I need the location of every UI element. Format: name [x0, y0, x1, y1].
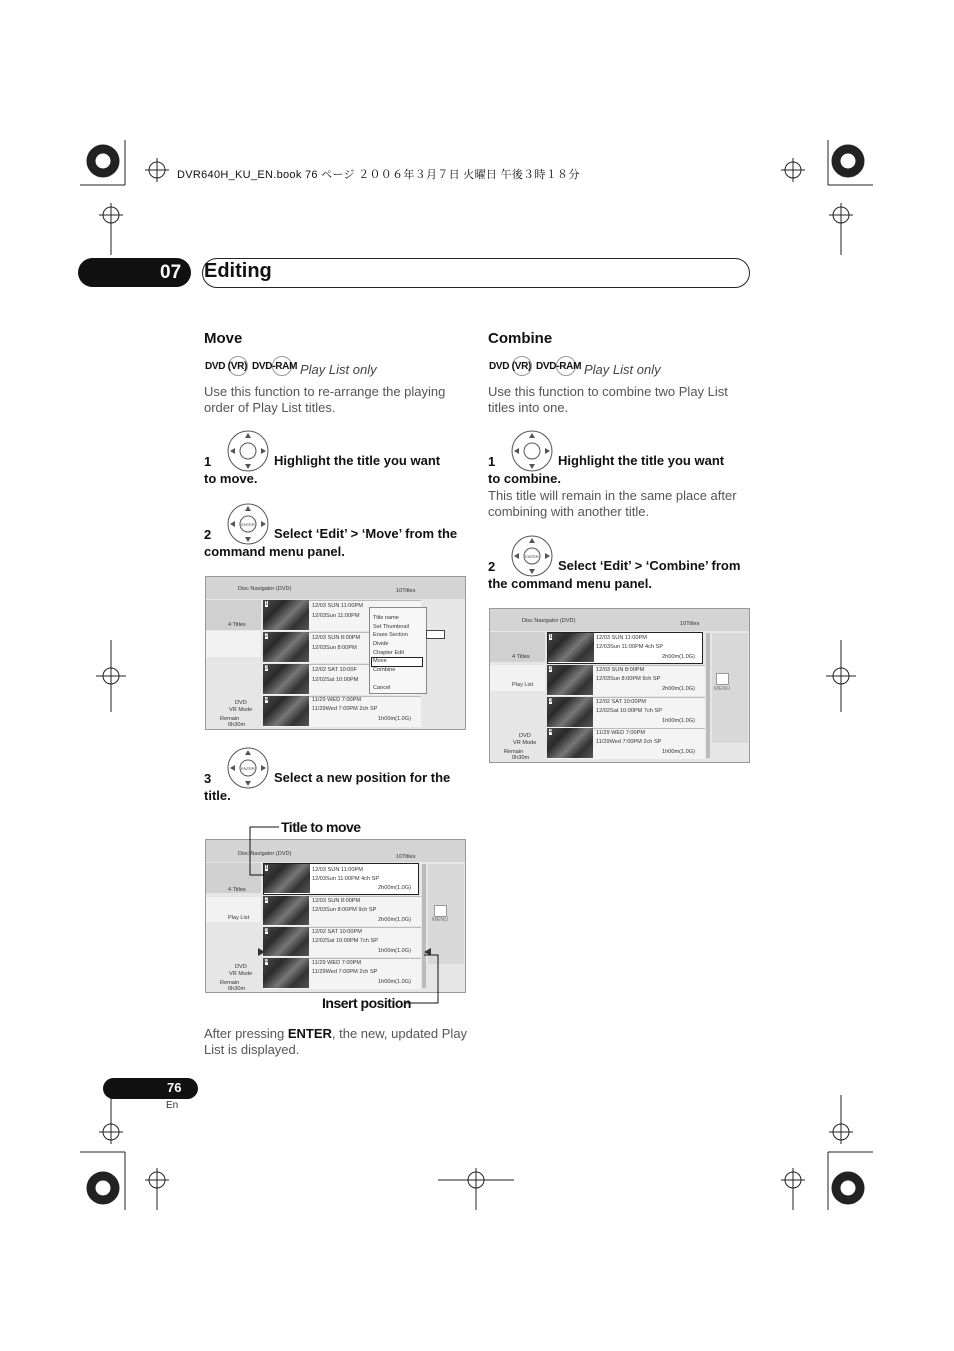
thumbnail	[548, 633, 594, 662]
move-step2-text: Select ‘Edit’ > ‘Move’ from the	[274, 526, 458, 541]
titles-label: 4 Titles	[228, 622, 246, 628]
combine-step2-text-cont: the command menu panel.	[488, 576, 652, 591]
enter-label: ENTER	[525, 554, 539, 559]
combine-title: Combine	[488, 330, 553, 347]
move-title: Move	[204, 330, 243, 347]
page-number: 76	[167, 1080, 182, 1095]
step-number: 3	[204, 771, 212, 786]
chapter-number: 07	[160, 262, 182, 283]
callout-title-to-move: Title to move	[281, 819, 361, 835]
menu-set-thumbnail[interactable]: Set Thumbnail	[373, 624, 409, 630]
move-intro: Use this function to re-arrange the playing order of Play List titles.	[204, 384, 446, 415]
move-step3-text-cont: title.	[204, 788, 231, 803]
callout-insert-position: Insert position	[322, 995, 411, 1011]
badge-dvd-ram: DVD-RAM	[536, 361, 582, 372]
menu-divide[interactable]: Divide	[373, 641, 389, 647]
book-header: DVR640H_KU_EN.book 76 ページ ２００６年３月７日 火曜日 午後３時１８分	[177, 169, 580, 181]
menu-title-name[interactable]: Title name	[373, 615, 399, 621]
move-step1-text-cont: to move.	[204, 471, 258, 486]
thumbnail	[547, 697, 593, 727]
mode-vr: VR Mode	[229, 707, 253, 713]
step-number: 2	[488, 559, 496, 574]
combine-intro: Use this function to combine two Play List titles into one.	[488, 384, 728, 415]
combine-step1-text: Highlight the title you want	[558, 453, 725, 468]
disc-navigator-screen-combine: Disc Navigator (DVD) 10Titles 4 Titles Play List DVD VR Mode Remain 0h30m 1 12/03 SUN 11:00PM 12/03Sun 11:00PM 4ch SP 2h00m(1.0G) 2 12/03 SUN 8:00PM 12/03Sun 8:00PM 9ch SP 2h00m(1.0G) 3 12/02 SAT 10:00PM 12/02Sat 10:00PM 7ch SP 1h00m(1.0G) 4 11/29 WED 7:00PM 11/29Wed 7:00PM 2ch SP 1h00m(1.0G) MENU	[489, 608, 750, 763]
step-number: 1	[204, 454, 212, 469]
enter-bold: ENTER	[287, 1026, 332, 1041]
step-number: 1	[488, 454, 496, 469]
language-code: En	[166, 1100, 179, 1111]
remain-label: Remain	[220, 716, 240, 722]
badge-dvd-ram: DVD-RAM	[252, 361, 298, 372]
thumbnail	[547, 665, 593, 695]
thumbnail	[547, 728, 593, 758]
move-step1-text: Highlight the title you want	[274, 453, 441, 468]
menu-chapter-edit[interactable]: Chapter Edit	[373, 650, 405, 656]
page-number-pill	[103, 1078, 198, 1099]
move-step3-text: Select a new position for the	[274, 770, 451, 785]
disc-navigator-screen-move: Disc Navigator (DVD) 10Titles 4 Titles Play List DVD VR Mode Remain 0h30m 1 12/03 SUN 11:00PM 12/03Sun 11:00PM 4ch SP 2h00m(1.0G) 2 12/03 SUN 8:00PM 12/03Sun 8:00PM 9ch SP 2h00m(1.0G) 3 12/02 SAT 10:00PM 12/02Sat 10:00PM 7ch SP 1h00m(1.0G) 4 11/29 WED 7:00PM 11/29Wed 7:00PM 2ch SP 1h00m(1.0G) MENU	[205, 839, 466, 993]
enter-label: ENTER	[241, 766, 255, 771]
joystick-icon	[511, 430, 553, 472]
disc-navigator-screen-menu: Disc Navigator (DVD) 10Titles 4 Titles DVD VR Mode Remain 0h30m 1 12/03 SUN 11:00PM 12/03Sun 11:00PM 2 12/03 SUN 8:00PM 12/03Sun 8:00PM 3 12/02 SAT 10:00F 12/02Sat 10:00PM 4 11/29 WED 7:00PM 11/29Wed 7:00PM 2ch SP 1h00m(1.0G) Title name Set Thumbnail Erase Section Divide Chapter Edit Move Combine Cancel	[205, 576, 466, 730]
combine-step1-text-cont: to combine.	[488, 471, 561, 486]
remain-time: 0h30m	[228, 722, 246, 728]
step-number: 2	[204, 527, 212, 542]
menu-label: MENU	[432, 917, 449, 923]
menu-move[interactable]: Move	[373, 658, 387, 664]
menu-cancel[interactable]: Cancel	[373, 685, 391, 691]
mode-dvd: DVD	[235, 700, 247, 706]
menu-icon[interactable]	[716, 673, 729, 685]
enter-button-icon	[511, 535, 553, 577]
badge-dvd-vr: DVD (VR)	[205, 361, 248, 372]
enter-label: ENTER	[241, 522, 255, 527]
title-count: 10Titles	[396, 588, 416, 594]
chapter-title: Editing	[204, 260, 272, 282]
after-note: After pressing ENTER, the new, updated Play	[204, 1026, 468, 1041]
menu-combine[interactable]: Combine	[373, 667, 396, 673]
screen-title: Disc Navigator (DVD)	[238, 586, 292, 592]
scope-label: Play List only	[300, 362, 377, 377]
after-note-line2: List is displayed.	[204, 1042, 300, 1057]
scope-label: Play List only	[584, 362, 661, 377]
badge-dvd-vr: DVD (VR)	[489, 361, 532, 372]
combine-step1-note: This title will remain in the same place after combining with another title.	[488, 488, 737, 519]
combine-step2-text: Select ‘Edit’ > ‘Combine’ from	[558, 558, 741, 573]
move-step2-text-cont: command menu panel.	[204, 544, 345, 559]
scrollbar[interactable]	[706, 633, 710, 758]
menu-erase-section[interactable]: Erase Section	[373, 632, 408, 638]
